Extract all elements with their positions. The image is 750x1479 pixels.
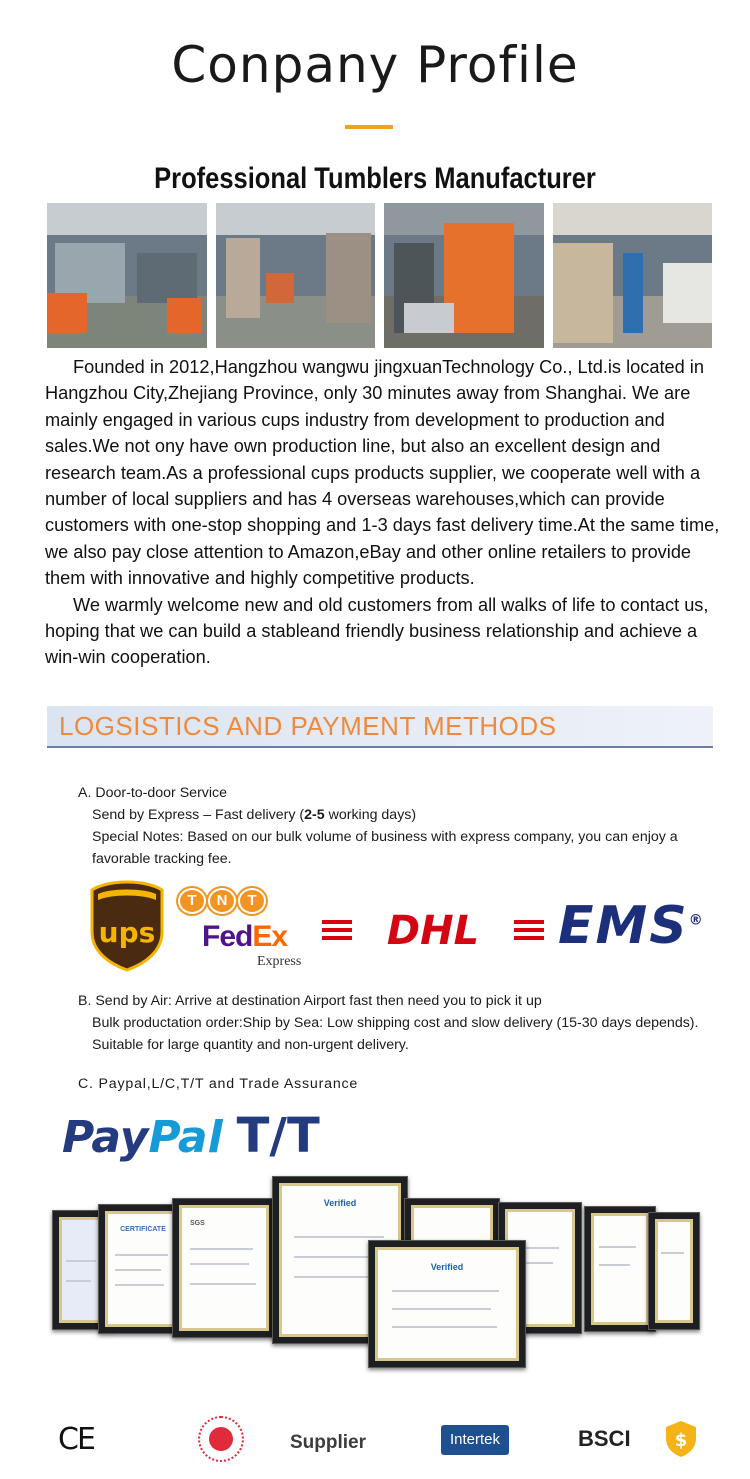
page-subtitle: Professional Tumblers Manufacturer: [154, 162, 596, 195]
certificate-frame: [584, 1206, 656, 1332]
express-days: 2-5: [304, 807, 325, 823]
supplier-logo: Supplier: [290, 1432, 367, 1453]
photo-warehouse-aisle: [216, 203, 376, 348]
certification-logos: [0, 1412, 750, 1472]
door-to-door-section: [78, 782, 678, 870]
ems-logo: EMS®: [558, 896, 705, 956]
tnt-logo: [178, 888, 268, 914]
dhl-logo: [322, 908, 544, 948]
ups-logo: [90, 880, 164, 972]
factory-photo-row: [47, 203, 712, 348]
air-line: B. Send by Air: Arrive at destination Airport fast then need you to pick it up: [78, 993, 542, 1009]
dhl-logo-text: DHL: [386, 908, 480, 948]
special-notes-line: Special Notes: Based on our bulk volume of business with express company, you can enjoy a: [92, 829, 678, 845]
tnt-letter-3: T: [238, 888, 266, 914]
ce-logo: CE: [58, 1422, 94, 1457]
payment-logos: [62, 1108, 320, 1168]
express-delivery-line: Send by Express – Fast delivery (2-5 working days): [92, 807, 417, 823]
fedex-logo: FedEx: [202, 920, 288, 953]
intertek-logo: Intertek: [441, 1425, 509, 1455]
tt-logo: T/T: [236, 1108, 320, 1164]
tnt-letter-2: N: [208, 888, 236, 914]
fedex-express-label: Express: [257, 954, 302, 969]
intro-paragraph-1: Founded in 2012,Hangzhou wangwu jingxuanTechnology Co., Ltd.is located in Hangzhou City,Zhejiang Province, only 30 minutes away from Shanghai. We are mainly engaged in various cups industry from development to production and sales.We not ony have own production line, but also an excellent design and research team.As a professional cups products supplier, we cooperate well with a number of local suppliers and has 4 overseas warehouses,which can provide customers with one-stop shopping and 1-3 days fast delivery time.At the same time, we also pay close attention to Amazon,eBay and other online retailers to provide them with innovative and highly competitive products.: [45, 357, 720, 589]
special-notes-line-2: favorable tracking fee.: [92, 851, 232, 867]
door-to-door-heading: A. Door-to-door Service: [78, 785, 228, 801]
bsci-logo: BSCI: [578, 1426, 631, 1451]
certificate-frame-front: Verified: [368, 1240, 526, 1368]
payment-heading: C. Paypal,L/C,T/T and Trade Assurance: [78, 1076, 359, 1092]
certificate-frame: [648, 1212, 700, 1330]
photo-production-line: [384, 203, 544, 348]
ups-logo-text: ups: [98, 916, 156, 949]
photo-workshop-machines: [47, 203, 207, 348]
certificate-frame: SGS: [172, 1198, 276, 1338]
carrier-logos: [90, 880, 710, 975]
sea-line: Bulk productation order:Ship by Sea: Low shipping cost and slow delivery (15-30 days depends).: [92, 1015, 699, 1031]
payment-section: [78, 1073, 358, 1095]
logistics-banner-text: LOGSISTICS AND PAYMENT METHODS: [59, 711, 557, 741]
trade-assurance-shield-icon: [664, 1420, 698, 1458]
page-title: Conpany Profile: [171, 36, 579, 94]
photo-warehouse-shelves: [553, 203, 713, 348]
tnt-letter-1: T: [178, 888, 206, 914]
certificate-frame: CERTIFICATE: [98, 1204, 188, 1334]
title-accent-rule: [345, 125, 393, 129]
logistics-banner: [47, 706, 713, 748]
paypal-logo: PayPal: [62, 1112, 223, 1163]
air-sea-section: [78, 990, 698, 1056]
intro-paragraph-2: We warmly welcome new and old customers from all walks of life to contact us, hoping that we can build a stableand friendly business relationship and achieve a win-win cooperation.: [45, 594, 709, 668]
shield-symbol: $: [674, 1430, 688, 1451]
suitable-line: Suitable for large quantity and non-urgent delivery.: [92, 1037, 409, 1053]
certificate-gallery: [52, 1174, 700, 1370]
certificate-frame: Verified: [272, 1176, 408, 1344]
sedex-logo: [198, 1416, 244, 1462]
company-intro: [45, 354, 735, 671]
